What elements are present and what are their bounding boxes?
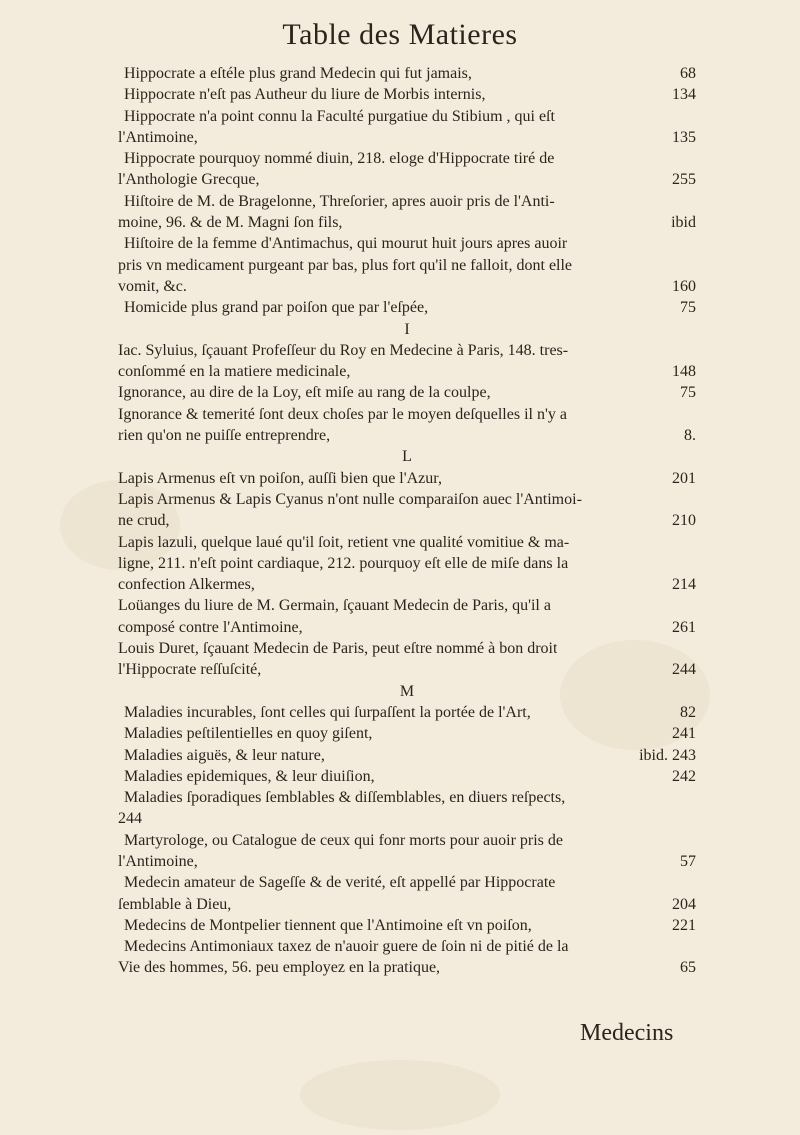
- index-entry-line: [118, 787, 696, 808]
- entry-text: 244: [118, 810, 142, 828]
- entry-text: Medecins de Montpelier tiennent que l'Antimoine eſt vn poiſon,: [124, 916, 532, 934]
- index-entry-line: [118, 510, 696, 531]
- entry-text: confection Alkermes,: [118, 576, 255, 594]
- index-entry-line: [118, 617, 696, 638]
- page-number: ibid. 243: [639, 746, 696, 764]
- index-entry-line: [118, 489, 696, 510]
- paper-stain: [300, 1060, 500, 1130]
- entry-text: Lapis Armenus eſt vn poiſon, auſſi bien que l'Azur,: [118, 469, 442, 487]
- index-entry-line: [118, 894, 696, 915]
- entry-text: ne crud,: [118, 512, 170, 530]
- entry-text: Hippocrate n'a point connu la Faculté purgatiue du Stibium , qui eſt: [124, 107, 555, 125]
- entry-text: Maladies aiguës, & leur nature,: [124, 746, 325, 764]
- index-entry-line: [118, 723, 696, 744]
- index-entry-line: [118, 106, 696, 127]
- index-entry-line: [118, 872, 696, 893]
- index-entry-line: [118, 745, 696, 766]
- page-number: 75: [680, 384, 696, 402]
- entry-text: Maladies ſporadiques ſemblables & diſſemblables, en diuers reſpects,: [124, 789, 566, 807]
- entry-text: Maladies incurables, ſont celles qui ſurpaſſent la portée de l'Art,: [124, 703, 531, 721]
- page-number: 210: [672, 512, 696, 530]
- index-body: [118, 63, 696, 979]
- entry-text: Louis Duret, ſçauant Medecin de Paris, peut eſtre nommé à bon droit: [118, 640, 558, 658]
- index-entry-line: [118, 63, 696, 84]
- index-entry-line: [118, 425, 696, 446]
- index-entry-line: [118, 957, 696, 978]
- page-number: 241: [672, 725, 696, 743]
- entry-text: Hippocrate pourquoy nommé diuin, 218. eloge d'Hippocrate tiré de: [124, 150, 555, 168]
- entry-text: Lapis Armenus & Lapis Cyanus n'ont nulle comparaiſon auec l'Antimoi-: [118, 490, 582, 508]
- page-number: 261: [672, 618, 696, 636]
- index-entry-line: [118, 84, 696, 105]
- page-number: 221: [672, 916, 696, 934]
- entry-text: Ignorance, au dire de la Loy, eſt miſe au rang de la coulpe,: [118, 384, 491, 402]
- page-number: 135: [672, 128, 696, 146]
- entry-text: Ignorance & temerité ſont deux choſes par le moyen deſquelles il n'y a: [118, 405, 567, 423]
- entry-text: l'Anthologie Grecque,: [118, 171, 260, 189]
- page-number: 134: [672, 86, 696, 104]
- entry-text: Lapis lazuli, quelque laué qu'il ſoit, retient vne qualité vomitiue & ma-: [118, 533, 570, 551]
- page-number: 214: [672, 576, 696, 594]
- index-entry-line: [118, 233, 696, 254]
- entry-text: ſemblable à Dieu,: [118, 895, 232, 913]
- page-number: 8.: [684, 427, 696, 445]
- page-number: 201: [672, 469, 696, 487]
- entry-text: Hippocrate n'eſt pas Autheur du liure de Morbis internis,: [124, 86, 486, 104]
- catchword: Medecins: [580, 1020, 674, 1046]
- entry-text: Hiſtoire de M. de Bragelonne, Threſorier, apres auoir pris de l'Anti-: [124, 192, 555, 210]
- entry-text: Maladies epidemiques, & leur diuiſion,: [124, 767, 375, 785]
- index-entry-line: [118, 659, 696, 680]
- entry-text: l'Antimoine,: [118, 852, 198, 870]
- entry-text: Hiſtoire de la femme d'Antimachus, qui mourut huit jours apres auoir: [124, 235, 568, 253]
- index-entry-line: [118, 532, 696, 553]
- index-entry-line: [118, 808, 696, 829]
- index-entry-line: [118, 255, 696, 276]
- page-number: 75: [680, 299, 696, 317]
- entry-text: Loüanges du liure de M. Germain, ſçauant Medecin de Paris, qu'il a: [118, 597, 551, 615]
- entry-text: Maladies peſtilentielles en quoy giſent,: [124, 725, 373, 743]
- page-number: 82: [680, 703, 696, 721]
- index-entry-line: [118, 148, 696, 169]
- entry-text: Medecin amateur de Sageſſe & de verité, eſt appellé par Hippocrate: [124, 874, 556, 892]
- entry-text: pris vn medicament purgeant par bas, plus fort qu'il ne falloit, dont elle: [118, 256, 573, 274]
- index-entry-line: [118, 936, 696, 957]
- index-entry-line: [118, 127, 696, 148]
- page-number: 244: [672, 661, 696, 679]
- section-letter: M: [399, 682, 415, 700]
- entry-text: vomit, &c.: [118, 277, 187, 295]
- page-number: ibid: [671, 214, 696, 232]
- page-number: 255: [672, 171, 696, 189]
- index-entry-line: [118, 638, 696, 659]
- index-entry-line: [118, 595, 696, 616]
- index-entry-line: [118, 169, 696, 190]
- entry-text: composé contre l'Antimoine,: [118, 618, 303, 636]
- page-number: 148: [672, 363, 696, 381]
- index-entry-line: [118, 404, 696, 425]
- entry-text: Medecins Antimoniaux taxez de n'auoir guere de ſoin ni de pitié de la: [124, 938, 569, 956]
- section-letter: I: [404, 320, 410, 338]
- index-entry-line: [118, 851, 696, 872]
- entry-text: Vie des hommes, 56. peu employez en la pratique,: [118, 959, 441, 977]
- entry-text: rien qu'on ne puiſſe entreprendre,: [118, 427, 331, 445]
- index-entry-line: [118, 468, 696, 489]
- index-entry-line: [118, 297, 696, 318]
- page-title: Table des Matieres: [282, 18, 518, 51]
- entry-text: l'Hippocrate reſſuſcité,: [118, 661, 262, 679]
- index-entry-line: [118, 766, 696, 787]
- index-entry-line: [118, 382, 696, 403]
- index-entry-line: [118, 276, 696, 297]
- entry-text: Iac. Syluius, ſçauant Profeſſeur du Roy en Medecine à Paris, 148. tres-: [118, 341, 569, 359]
- index-entry-line: [118, 830, 696, 851]
- entry-text: Hippocrate a eſtéle plus grand Medecin qui fut jamais,: [124, 65, 472, 82]
- index-entry-line: [118, 702, 696, 723]
- index-entry-line: [118, 361, 696, 382]
- index-entry-line: [118, 553, 696, 574]
- index-entry-line: [118, 191, 696, 212]
- entry-text: moine, 96. & de M. Magni ſon fils,: [118, 214, 343, 232]
- entry-text: Martyrologe, ou Catalogue de ceux qui fonr morts pour auoir pris de: [124, 831, 563, 849]
- index-entry-line: [118, 340, 696, 361]
- page-number: 65: [680, 959, 696, 977]
- entry-text: l'Antimoine,: [118, 128, 198, 146]
- page-number: 57: [680, 852, 696, 870]
- section-letter: L: [402, 448, 412, 466]
- page-number: 242: [672, 767, 696, 785]
- index-entry-line: [118, 915, 696, 936]
- entry-text: Homicide plus grand par poiſon que par l'eſpée,: [124, 299, 429, 317]
- entry-text: conſommé en la matiere medicinale,: [118, 363, 351, 381]
- index-entry-line: [118, 574, 696, 595]
- entry-text: ligne, 211. n'eſt point cardiaque, 212. pourquoy eſt elle de miſe dans la: [118, 554, 569, 572]
- page-number: 160: [672, 277, 696, 295]
- page-number: 68: [680, 65, 696, 82]
- page-number: 204: [672, 895, 696, 913]
- index-entry-line: [118, 212, 696, 233]
